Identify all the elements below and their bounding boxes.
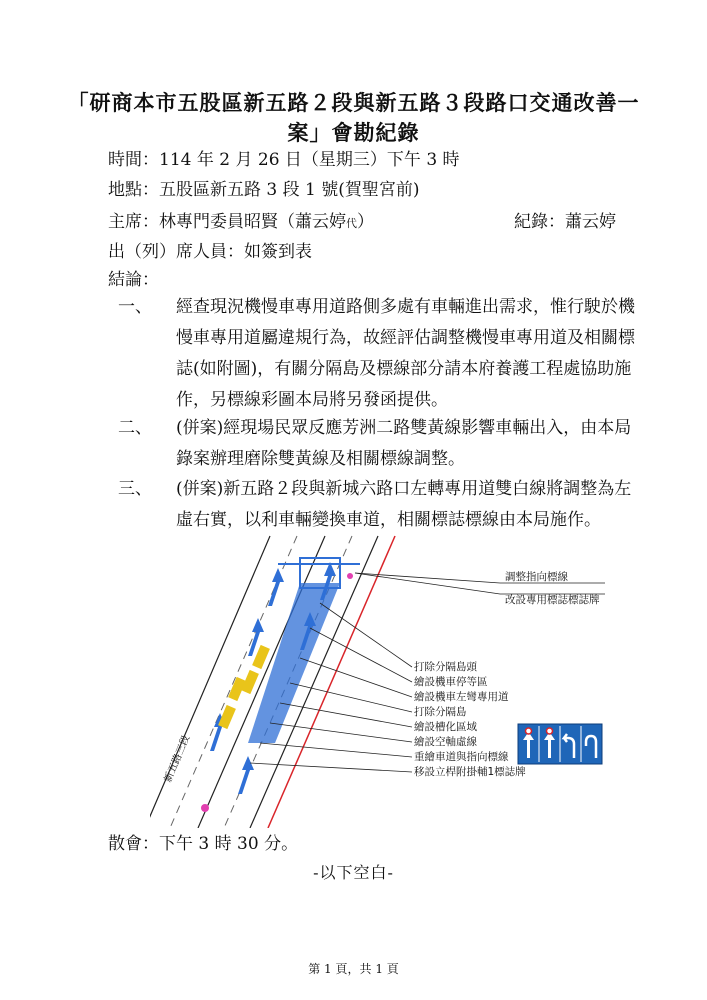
item-line: 誌(如附圖)，有關分隔島及標線部分請本府養護工程處協助施 [176, 359, 632, 379]
item-line: (併案)新五路２段與新城六路口左轉專用道雙白線將調整為左 [176, 479, 632, 499]
callout-top-1: 調整指向標線 [505, 571, 568, 583]
item-line: 慢車專用道屬違規行為，故經評估調整機慢車專用道及相關標 [176, 328, 635, 348]
document-title-line-1: 「研商本市五股區新五路２段與新五路３段路口交通改善一 [67, 90, 640, 115]
callout-6: 繪設空軸虛線 [414, 736, 477, 748]
chair-close: ） [357, 212, 374, 232]
item-line: 虛右實，以利車輛變換車道，相關標誌標線由本局施作。 [176, 510, 601, 530]
item-line: (併案)經現場民眾反應芳洲二路雙黃線影響車輛出入，由本局 [176, 418, 632, 438]
meeting-recorder: 紀錄：蕭云婷 [514, 212, 616, 232]
item-number: 一、 [118, 297, 152, 317]
meeting-time: 時間：114 年 2 月 26 日（星期三）下午 3 時 [108, 150, 460, 170]
callout-top-2: 改設專用標誌標誌牌 [505, 594, 600, 606]
item-number: 二、 [118, 418, 152, 438]
page-footer: 第 1 頁，共 1 頁 [308, 962, 399, 976]
callout-1: 打除分隔島頭 [414, 661, 477, 673]
item-line: 經查現況機慢車專用道路側多處有車輛進出需求，惟行駛於機 [176, 297, 635, 317]
callout-5: 繪設槽化區域 [414, 721, 477, 733]
lane-sign-board [518, 724, 602, 764]
item-line: 錄案辦理磨除雙黃線及相關標線調整。 [176, 449, 465, 469]
meeting-place: 地點：五股區新五路 3 段 1 號(賀聖宮前) [108, 180, 420, 200]
item-number: 三、 [118, 479, 152, 499]
meeting-attendees: 出（列）席人員：如簽到表 [108, 242, 312, 262]
conclusion-label: 結論： [108, 270, 159, 290]
blank-below-mark: -以下空白- [313, 863, 394, 882]
callout-7: 重繪車道與指向標線 [414, 751, 509, 763]
callout-2: 繪設機車停等區 [414, 676, 488, 688]
chair-proxy-mark: 代 [346, 217, 357, 230]
item-line: 作，另標線彩圖本局將另發函提供。 [176, 390, 448, 410]
adjourn-time: 散會：下午 3 時 30 分。 [108, 834, 299, 854]
callout-4: 打除分隔島 [414, 706, 467, 718]
road-outline [150, 536, 378, 828]
road-name-label: 新五路三段 [162, 733, 193, 785]
document-title-line-2: 案」會勘紀錄 [287, 120, 420, 145]
road-improvement-diagram [150, 528, 620, 828]
meeting-chair [108, 210, 374, 236]
chair-text: 主席：林專門委員昭賢（蕭云婷 [108, 212, 346, 232]
callout-8: 移設立桿附掛輔1標誌牌 [414, 766, 526, 778]
callout-3: 繪設機車左彎專用道 [414, 691, 509, 703]
